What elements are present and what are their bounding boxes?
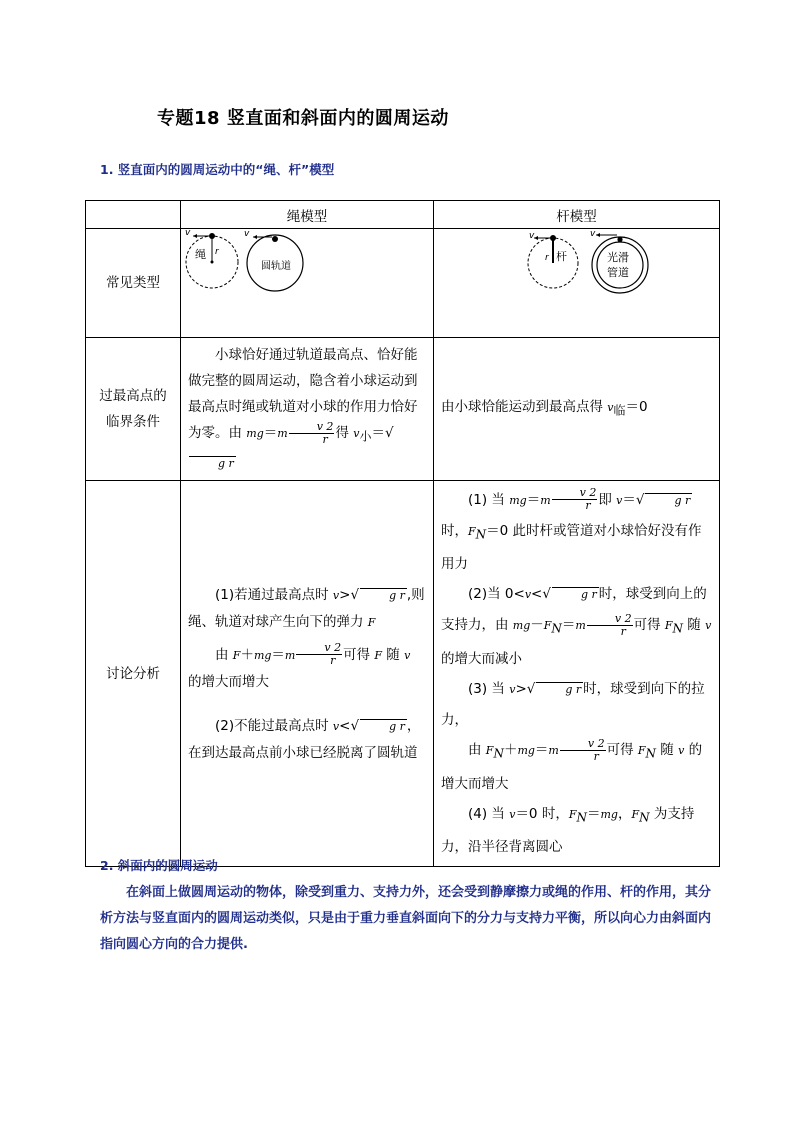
pipe-label-2: 管道 (607, 266, 629, 279)
rope-r-label: r (215, 247, 219, 257)
rope-label: 绳 (195, 248, 206, 261)
label-critical-line2: 临界条件 (106, 413, 160, 430)
label-discussion: 讨论分析 (86, 480, 181, 867)
rod-critical-text: 由小球恰能运动到最高点得 $v_临=0$ (441, 399, 648, 418)
page-title: 专题18 竖直面和斜面内的圆周运动 (157, 108, 449, 129)
rod-diagram-svg (434, 229, 719, 333)
rod-discuss-c1: (1) 当 mg＝m $\frac{v 2}{r}$ 即 v＝√ g r时，$F_N=0$ 此时杆或管道对小球恰好没有作用力 (441, 486, 702, 573)
rope-diagrams (181, 229, 434, 338)
label-common-types: 常见类型 (86, 229, 181, 338)
section-heading-2: 2. 斜面内的圆周运动 (100, 858, 218, 873)
pipe-outer (592, 237, 648, 293)
track-arrowhead (253, 235, 257, 239)
rope-diagram-svg (181, 229, 433, 333)
header-rod-model: 杆模型 (434, 201, 720, 229)
rod-discussion-text (434, 481, 719, 867)
header-rope-model: 绳模型 (181, 201, 434, 229)
pipe-v-label: v (590, 229, 596, 239)
model-table (85, 200, 720, 867)
fraction-v2-r: $\frac{v 2}{r}$ (289, 421, 335, 446)
rod-ball (550, 235, 556, 241)
track-label: 圆轨道 (261, 261, 291, 272)
rope-discuss-p1: (1)若通过最高点时 v>√ g r ,则绳、轨道对球产生向下的弹力 F (188, 586, 425, 630)
rod-arrowhead (534, 236, 538, 240)
pipe-arrowhead (596, 233, 600, 237)
pipe-ball (617, 237, 622, 242)
track-ball (272, 236, 278, 242)
rod-label: 杆 (556, 250, 567, 263)
section-2-text: 在斜面上做圆周运动的物体，除受到重力、支持力外，还会受到静摩擦力或绳的作用、杆的作用，其分析方法与竖直面内的圆周运动类似，只是由于重力垂直斜面向下的分力与支持力平衡，所以向心力由斜面内指向圆心方向的合力提供. (100, 885, 712, 952)
rod-discussion-cell (434, 480, 720, 867)
rope-critical-cell (181, 338, 434, 481)
track-v-label: v (244, 229, 250, 239)
rope-center (211, 261, 214, 264)
rod-v-label: v (529, 231, 535, 241)
rope-discuss-p3: (2)不能过最高点时 v<√ g r ，在到达最高点前小球已经脱离了圆轨道 (188, 717, 421, 761)
rope-discuss-p2: 由 F＋mg＝m $\frac{v 2}{r}$ 可得 F 随 v 的增大而增大 (188, 641, 411, 690)
section-heading-1: 1. 竖直面内的圆周运动中的“绳、杆”模型 (100, 162, 335, 177)
row-critical-condition (86, 338, 720, 481)
pipe-inner (597, 242, 643, 288)
section-2-paragraph (100, 880, 720, 958)
rod-critical-cell (434, 338, 720, 481)
row-discussion (86, 480, 720, 867)
header-empty-cell (86, 201, 181, 229)
rope-ball (209, 233, 215, 239)
rod-discuss-c5: (4) 当 v＝0 时，$F_N=mg$，$F_N$ 为支持力，沿半径背离圆心 (441, 805, 695, 856)
row-common-types (86, 229, 720, 338)
rope-discussion-text (181, 578, 433, 770)
rod-discuss-c4: 由 $F_N+mg=m$ $\frac{v 2}{r}$ 可得 $F_N$ 随 v 的增大而增大 (441, 736, 703, 792)
rod-diagrams (434, 229, 720, 338)
pipe-label-1: 光滑 (607, 251, 629, 264)
rod-discuss-c3: (3) 当 v>√ g r 时，球受到向下的拉力， (441, 681, 705, 729)
rope-critical-text: 小球恰好通过轨道最高点、恰好能做完整的圆周运动，隐含着小球运动到最高点时绳或轨道对小球的作用力恰好为零。由 mg＝m $\frac{v 2}{r}$ 得 $v_小=√g$ r (188, 347, 418, 470)
rope-v-label: v (185, 229, 191, 238)
label-critical-condition (86, 338, 181, 481)
rod-r-label: r (545, 253, 549, 263)
rope-discussion-cell (181, 480, 434, 867)
rod-discuss-c2: (2)当 0<v<√ g r 时，球受到向上的支持力，由 $mg-F_N=m$ $\frac{v 2}{r}$ 可得 $F_N$ 随 v 的增大而减小 (441, 586, 712, 668)
label-critical-line1: 过最高点的 (99, 387, 167, 404)
table-header-row (86, 201, 720, 229)
rope-arrowhead (193, 234, 197, 238)
